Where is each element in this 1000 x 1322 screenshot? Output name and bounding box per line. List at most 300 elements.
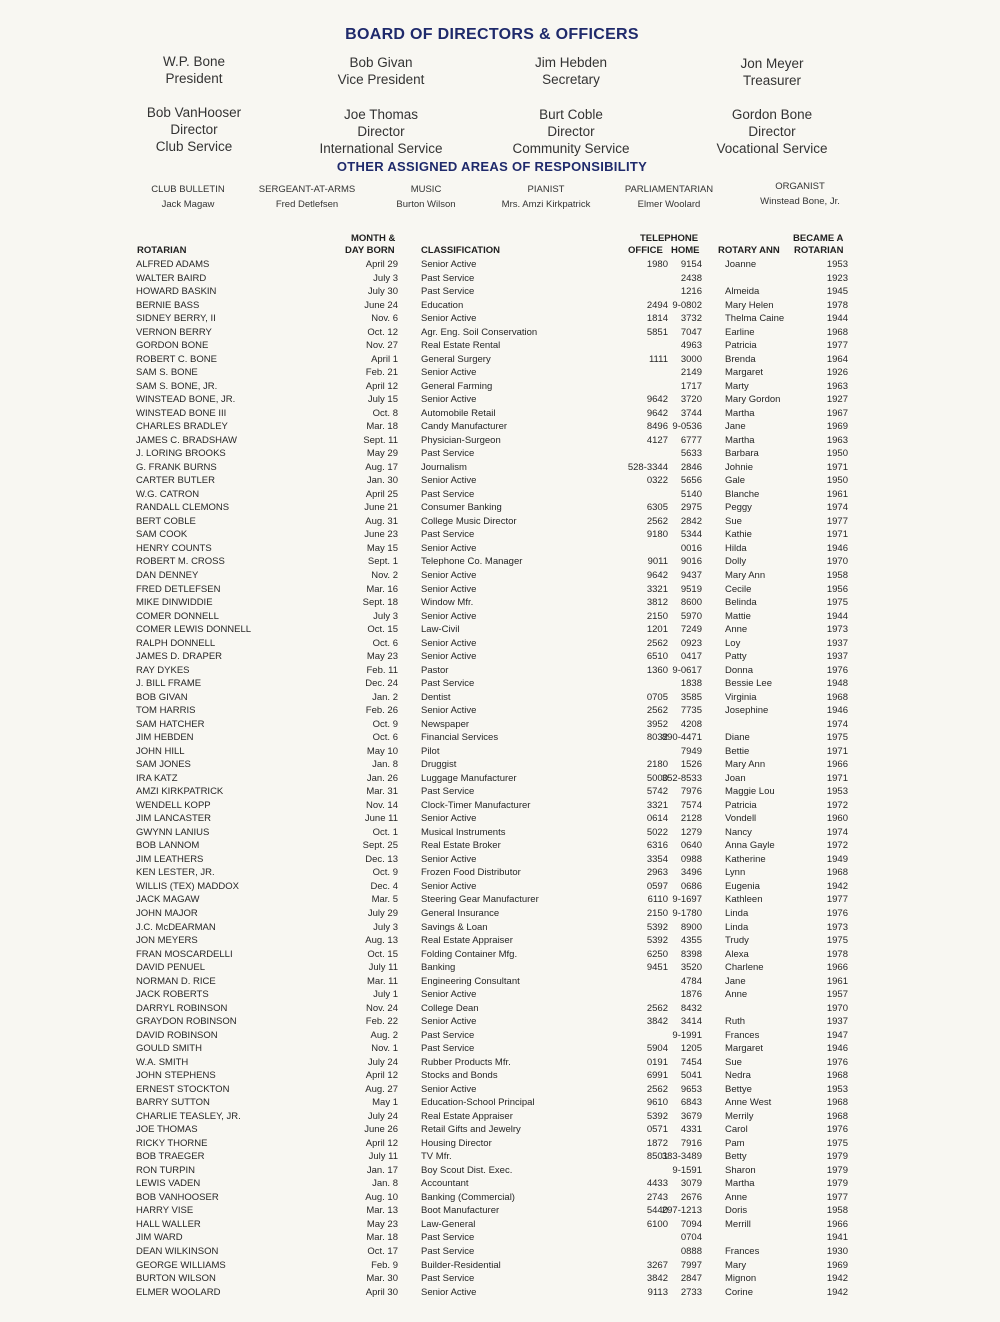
table-row [0, 637, 1000, 651]
birth-date: Mar. 18 [366, 1232, 398, 1244]
office-phone: 1201 [646, 624, 668, 635]
table-row [0, 583, 1000, 597]
year-joined: 1950 [826, 475, 848, 487]
rotarian-name: KEN LESTER, JR. [136, 867, 215, 879]
office-phone: 3321 [646, 583, 668, 595]
table-row [0, 1110, 1000, 1124]
year-joined: 1974 [826, 502, 848, 514]
home-phone: 2975 [680, 502, 702, 514]
year-joined: 1979 [826, 1178, 848, 1190]
home-phone: 9-1697 [672, 894, 702, 906]
table-row [0, 515, 1000, 529]
office-phone: 9642 [646, 570, 668, 581]
rotarian-name: JIM WARD [136, 1232, 183, 1244]
rotary-ann: Gale [725, 475, 746, 487]
classification: Druggist [421, 759, 457, 771]
office-phone: 6100 [646, 1218, 668, 1230]
home-phone: 4784 [680, 975, 702, 987]
rotarian-name: CHARLIE TEASLEY, JR. [136, 1110, 241, 1122]
year-joined: 1948 [826, 678, 848, 690]
rotarian-name: SAM HATCHER [136, 718, 205, 730]
home-phone: 2733 [680, 1286, 702, 1298]
table-row [0, 312, 1000, 326]
table-row [0, 1042, 1000, 1056]
office-phone: 6316 [646, 840, 668, 852]
officer-name: Jon Meyer [740, 56, 804, 71]
table-row [0, 1245, 1000, 1259]
office-phone: 0705 [646, 691, 668, 703]
rotarian-name: HARRY VISE [136, 1205, 194, 1217]
year-joined: 1961 [826, 488, 848, 500]
table-row [0, 745, 1000, 759]
year-joined: 1958 [826, 570, 848, 581]
birth-date: Jan. 30 [366, 475, 398, 487]
birth-date: June 24 [364, 299, 398, 311]
birth-date: April 1 [371, 353, 398, 365]
year-joined: 1978 [826, 299, 848, 311]
classification: Real Estate Rental [421, 340, 501, 352]
classification: College Music Director [421, 515, 517, 527]
home-phone: 1205 [680, 1043, 702, 1055]
classification: Past Service [421, 1232, 475, 1244]
rotarian-name: JACK MAGAW [136, 894, 200, 906]
rotary-ann: Almeida [725, 286, 760, 297]
office-phone: 5392 [646, 935, 668, 946]
classification: Senior Active [421, 367, 477, 379]
office-phone: 3812 [646, 597, 668, 608]
birth-date: May 1 [372, 1097, 398, 1109]
birth-date: July 3 [373, 272, 398, 284]
table-row [0, 758, 1000, 772]
table-row [0, 1056, 1000, 1070]
home-phone: 5656 [680, 475, 702, 487]
birth-date: June 11 [364, 813, 398, 825]
office-phone: 6110 [647, 894, 668, 906]
classification: Savings & Loan [421, 921, 488, 933]
rotary-ann: Jane [725, 975, 746, 987]
classification: Real Estate Appraiser [421, 935, 513, 946]
birth-date: Dec. 24 [365, 678, 398, 690]
table-row [0, 718, 1000, 732]
office-phone: 2150 [646, 610, 668, 622]
classification: Banking (Commercial) [421, 1191, 515, 1203]
rotarian-name: J. BILL FRAME [136, 678, 202, 690]
rotary-ann: Linda [725, 921, 749, 933]
classification: Clock-Timer Manufacturer [421, 799, 531, 811]
assignment-area: ORGANIST [775, 181, 825, 192]
year-joined: 1944 [826, 610, 848, 622]
birth-date: Aug. 31 [365, 515, 398, 527]
birth-date: June 26 [364, 1124, 398, 1136]
header-office: OFFICE [628, 245, 663, 256]
home-phone: 3414 [680, 1016, 702, 1028]
classification: Senior Active [421, 259, 477, 270]
officer-vice-president [271, 54, 491, 88]
home-phone: 352-8533 [661, 772, 702, 784]
officer-name: W.P. Bone [162, 54, 226, 69]
rotary-ann: Pam [725, 1137, 745, 1149]
classification: Journalism [421, 461, 467, 473]
birth-date: Oct. 15 [367, 624, 398, 635]
birth-date: Oct. 6 [372, 732, 398, 744]
table-row [0, 961, 1000, 975]
birth-date: Sept. 11 [363, 434, 398, 446]
assignment-person: Elmer Woolard [637, 199, 701, 210]
officer-name: Bob Givan [349, 55, 413, 70]
rotarian-name: J.C. McDEARMAN [136, 921, 216, 933]
home-phone: 5140 [680, 488, 702, 500]
home-phone: 1717 [680, 380, 702, 392]
year-joined: 1977 [826, 894, 848, 906]
rotary-ann: Mattie [725, 610, 751, 622]
rotary-ann: Belinda [725, 597, 757, 608]
year-joined: 1927 [826, 394, 848, 406]
year-joined: 1937 [826, 1016, 848, 1028]
table-row [0, 528, 1000, 542]
table-row [0, 1191, 1000, 1205]
rotarian-name: DEAN WILKINSON [136, 1246, 219, 1257]
rotary-ann: Anne [725, 989, 748, 1001]
home-phone: 9-0536 [672, 421, 702, 433]
birth-date: Dec. 4 [370, 880, 398, 892]
header-became-line1: BECAME A [793, 233, 844, 244]
rotarian-name: TOM HARRIS [136, 705, 196, 717]
director-community-service [461, 106, 681, 157]
table-row [0, 366, 1000, 380]
office-phone: 2562 [646, 705, 668, 717]
birth-date: Aug. 10 [365, 1191, 398, 1203]
rotary-ann: Patricia [725, 340, 757, 352]
office-phone: 2494 [646, 299, 668, 311]
office-phone: 3354 [646, 853, 668, 865]
home-phone: 6777 [680, 434, 702, 446]
rotarian-name: RALPH DONNELL [136, 637, 216, 649]
rotarian-name: COMER LEWIS DONNELL [136, 624, 252, 635]
assignment-area: CLUB BULLETIN [151, 184, 225, 195]
year-joined: 1974 [826, 718, 848, 730]
classification: Education-School Principal [421, 1097, 535, 1109]
year-joined: 1969 [826, 421, 848, 433]
birth-date: May 29 [366, 448, 398, 460]
birth-date: Mar. 13 [366, 1205, 398, 1217]
classification: Newspaper [421, 718, 470, 730]
home-phone: 2846 [680, 461, 702, 473]
table-row [0, 623, 1000, 637]
birth-date: April 12 [365, 1070, 398, 1082]
home-phone: 7916 [680, 1137, 702, 1149]
home-phone: 0686 [680, 880, 702, 892]
classification: Dentist [421, 691, 451, 703]
year-joined: 1937 [826, 637, 848, 649]
year-joined: 1968 [826, 867, 848, 879]
birth-date: Jan. 17 [366, 1164, 398, 1176]
table-row [0, 339, 1000, 353]
year-joined: 1976 [826, 664, 848, 676]
officer-role: Director [357, 124, 405, 139]
birth-date: Dec. 13 [365, 853, 398, 865]
home-phone: 7976 [680, 786, 702, 798]
birth-date: July 30 [367, 286, 398, 297]
rotary-ann: Loy [725, 637, 741, 649]
classification: Builder-Residential [421, 1259, 501, 1271]
home-phone: 9-0617 [672, 664, 702, 676]
year-joined: 1976 [826, 1056, 848, 1068]
birth-date: Mar. 11 [367, 975, 398, 987]
year-joined: 1953 [826, 786, 848, 798]
home-phone: 2149 [680, 367, 702, 379]
year-joined: 1945 [826, 286, 848, 297]
classification: Pastor [421, 664, 449, 676]
table-row [0, 866, 1000, 880]
office-phone: 2562 [646, 637, 668, 649]
office-phone: 6510 [646, 651, 668, 663]
year-joined: 1973 [826, 921, 848, 933]
classification: Senior Active [421, 394, 477, 406]
table-row [0, 893, 1000, 907]
classification: Senior Active [421, 651, 477, 663]
rotarian-name: RANDALL CLEMONS [136, 502, 230, 514]
table-row [0, 650, 1000, 664]
birth-date: Sept. 1 [367, 556, 398, 568]
year-joined: 1923 [826, 272, 848, 284]
rotarian-name: DAVID PENUEL [136, 962, 205, 973]
classification: Consumer Banking [421, 502, 502, 514]
officer-name: Jim Hebden [534, 55, 608, 70]
office-phone: 6305 [646, 502, 668, 514]
rotary-ann: Frances [725, 1029, 760, 1041]
home-phone: 1279 [680, 826, 702, 838]
assignment-area: PIANIST [527, 184, 565, 195]
classification: Senior Active [421, 1016, 477, 1028]
classification: Steering Gear Manufacturer [421, 894, 539, 906]
rotary-ann: Donna [725, 664, 753, 676]
rotarian-name: BARRY SUTTON [136, 1097, 210, 1109]
rotary-ann: Vondell [725, 813, 757, 825]
rotarian-name: ROBERT C. BONE [136, 353, 217, 365]
officer-role: Vice President [337, 72, 425, 87]
classification: Senior Active [421, 637, 477, 649]
rotarian-name: BOB TRAEGER [136, 1151, 205, 1163]
birth-date: Oct. 12 [367, 326, 398, 338]
classification: Senior Active [421, 610, 477, 622]
home-phone: 7735 [680, 705, 702, 717]
home-phone: 3520 [680, 962, 702, 973]
rotarian-name: G. FRANK BURNS [136, 461, 217, 473]
rotary-ann: Sue [725, 1056, 742, 1068]
table-row [0, 380, 1000, 394]
table-row [0, 907, 1000, 921]
year-joined: 1966 [826, 962, 848, 973]
classification: Housing Director [421, 1137, 492, 1149]
officer-area: Club Service [155, 139, 233, 154]
office-phone: 1111 [648, 353, 668, 365]
assignment-area: MUSIC [410, 184, 442, 195]
home-phone: 9154 [680, 259, 702, 270]
home-phone: 4355 [680, 935, 702, 946]
office-phone: 5440 [646, 1205, 668, 1217]
rotarian-name: WENDELL KOPP [136, 799, 211, 811]
rotary-ann: Katherine [725, 853, 766, 865]
classification: Real Estate Broker [421, 840, 501, 852]
table-row [0, 975, 1000, 989]
table-row [0, 461, 1000, 475]
header-classification: CLASSIFICATION [421, 245, 500, 256]
classification: TV Mfr. [421, 1151, 452, 1163]
birth-date: Feb. 21 [365, 367, 398, 379]
home-phone: 3732 [680, 313, 702, 325]
classification: Rubber Products Mfr. [421, 1056, 511, 1068]
table-row [0, 799, 1000, 813]
home-phone: 890-4471 [661, 732, 702, 744]
year-joined: 1976 [826, 1124, 848, 1136]
rotarian-name: IRA KATZ [136, 772, 178, 784]
birth-date: Nov. 1 [371, 1043, 398, 1055]
year-joined: 1968 [826, 691, 848, 703]
year-joined: 1975 [826, 732, 848, 744]
classification: Senior Active [421, 853, 477, 865]
rotary-ann: Bettye [725, 1083, 752, 1095]
rotary-ann: Patricia [725, 799, 757, 811]
officer-role: Director [547, 124, 595, 139]
home-phone: 7949 [680, 745, 702, 757]
rotarian-name: GEORGE WILLIAMS [136, 1259, 226, 1271]
home-phone: 9016 [680, 556, 702, 568]
office-phone: 6250 [646, 948, 668, 960]
classification: Stocks and Bonds [421, 1070, 498, 1082]
classification: Senior Active [421, 880, 477, 892]
rotarian-name: ELMER WOOLARD [136, 1286, 221, 1298]
home-phone: 9-1591 [672, 1164, 702, 1176]
year-joined: 1944 [826, 313, 848, 325]
birth-date: June 21 [364, 502, 398, 514]
rotary-ann: Hilda [725, 542, 747, 554]
rotarian-name: BOB VANHOOSER [136, 1191, 219, 1203]
office-phone: 0614 [646, 813, 668, 825]
classification: Musical Instruments [421, 826, 506, 838]
classification: Folding Container Mfg. [421, 948, 518, 960]
rotary-ann: Anne [725, 624, 748, 635]
table-row [0, 610, 1000, 624]
year-joined: 1967 [826, 407, 848, 419]
birth-date: Feb. 26 [365, 705, 398, 717]
birth-date: May 15 [366, 542, 398, 554]
classification: General Surgery [421, 353, 491, 365]
office-phone: 9113 [647, 1286, 668, 1298]
classification: Engineering Consultant [421, 975, 520, 987]
year-joined: 1976 [826, 908, 848, 919]
home-phone: 0704 [680, 1232, 702, 1244]
birth-date: Aug. 17 [365, 461, 398, 473]
birth-date: Mar. 30 [366, 1273, 398, 1284]
rotarian-name: J. LORING BROOKS [136, 448, 226, 460]
rotarian-name: W.G. CATRON [136, 488, 200, 500]
office-phone: 3842 [646, 1016, 668, 1028]
assignment-area: PARLIAMENTARIAN [624, 184, 714, 195]
year-joined: 1972 [826, 840, 848, 852]
home-phone: 5344 [680, 529, 702, 541]
home-phone: 8398 [680, 948, 702, 960]
office-phone: 2562 [646, 1002, 668, 1014]
table-row [0, 501, 1000, 515]
birth-date: Oct. 15 [367, 948, 398, 960]
birth-date: Nov. 2 [371, 570, 398, 581]
birth-date: June 23 [364, 529, 398, 541]
assignment-person: Fred Detlefsen [275, 199, 339, 210]
office-phone: 9451 [646, 962, 668, 973]
home-phone: 2847 [680, 1273, 702, 1284]
year-joined: 1977 [826, 340, 848, 352]
rotary-ann: Nancy [725, 826, 752, 838]
home-phone: 3496 [680, 867, 702, 879]
home-phone: 0923 [680, 637, 702, 649]
year-joined: 1946 [826, 1043, 848, 1055]
year-joined: 1970 [826, 1002, 848, 1014]
office-phone: 9642 [646, 394, 668, 406]
table-row [0, 407, 1000, 421]
rotarian-name: AMZI KIRKPATRICK [136, 786, 224, 798]
rotary-ann: Mary Ann [725, 759, 766, 771]
home-phone: 2438 [680, 272, 702, 284]
rotarian-name: JAMES D. DRAPER [136, 651, 223, 663]
classification: Past Service [421, 448, 475, 460]
home-phone: 3585 [680, 691, 702, 703]
officer-role: Director [170, 122, 218, 137]
office-phone: 5392 [646, 921, 668, 933]
table-row [0, 921, 1000, 935]
rotary-ann: Betty [725, 1151, 747, 1163]
table-row [0, 664, 1000, 678]
rotary-ann: Merrill [725, 1218, 751, 1230]
year-joined: 1966 [826, 759, 848, 771]
year-joined: 1977 [826, 515, 848, 527]
home-phone: 8600 [680, 597, 702, 608]
rotarian-name: JON MEYERS [136, 935, 198, 946]
header-became-line2: ROTARIAN [794, 245, 844, 256]
table-row [0, 555, 1000, 569]
rotarian-name: HOWARD BASKIN [136, 286, 217, 297]
classification: Senior Active [421, 705, 477, 717]
table-row [0, 1002, 1000, 1016]
rotary-ann: Anna Gayle [725, 840, 775, 852]
year-joined: 1978 [826, 948, 848, 960]
rotary-ann: Mary [725, 1259, 747, 1271]
rotary-ann: Cecile [725, 583, 752, 595]
office-phone: 0191 [646, 1056, 668, 1068]
rotary-ann: Barbara [725, 448, 759, 460]
classification: Window Mfr. [421, 597, 474, 608]
rotarian-name: SAM S. BONE, JR. [136, 380, 218, 392]
home-phone: 0988 [680, 853, 702, 865]
classification: Boy Scout Dist. Exec. [421, 1164, 513, 1176]
year-joined: 1957 [826, 989, 848, 1001]
year-joined: 1979 [826, 1164, 848, 1176]
table-row [0, 393, 1000, 407]
birth-date: May 23 [366, 651, 398, 663]
home-phone: 3720 [680, 394, 702, 406]
rotary-ann: Merrily [725, 1110, 754, 1122]
home-phone: 6843 [680, 1097, 702, 1109]
rotary-ann: Joan [725, 772, 746, 784]
home-phone: 3679 [680, 1110, 702, 1122]
header-born-line1: MONTH & [351, 233, 396, 244]
rotary-ann: Anne West [725, 1097, 772, 1109]
classification: Agr. Eng. Soil Conservation [421, 326, 538, 338]
rotarian-name: CARTER BUTLER [136, 475, 216, 487]
home-phone: 3079 [680, 1178, 702, 1190]
home-phone: 7454 [680, 1056, 702, 1068]
rotary-ann: Lynn [725, 867, 746, 879]
home-phone: 5970 [680, 610, 702, 622]
